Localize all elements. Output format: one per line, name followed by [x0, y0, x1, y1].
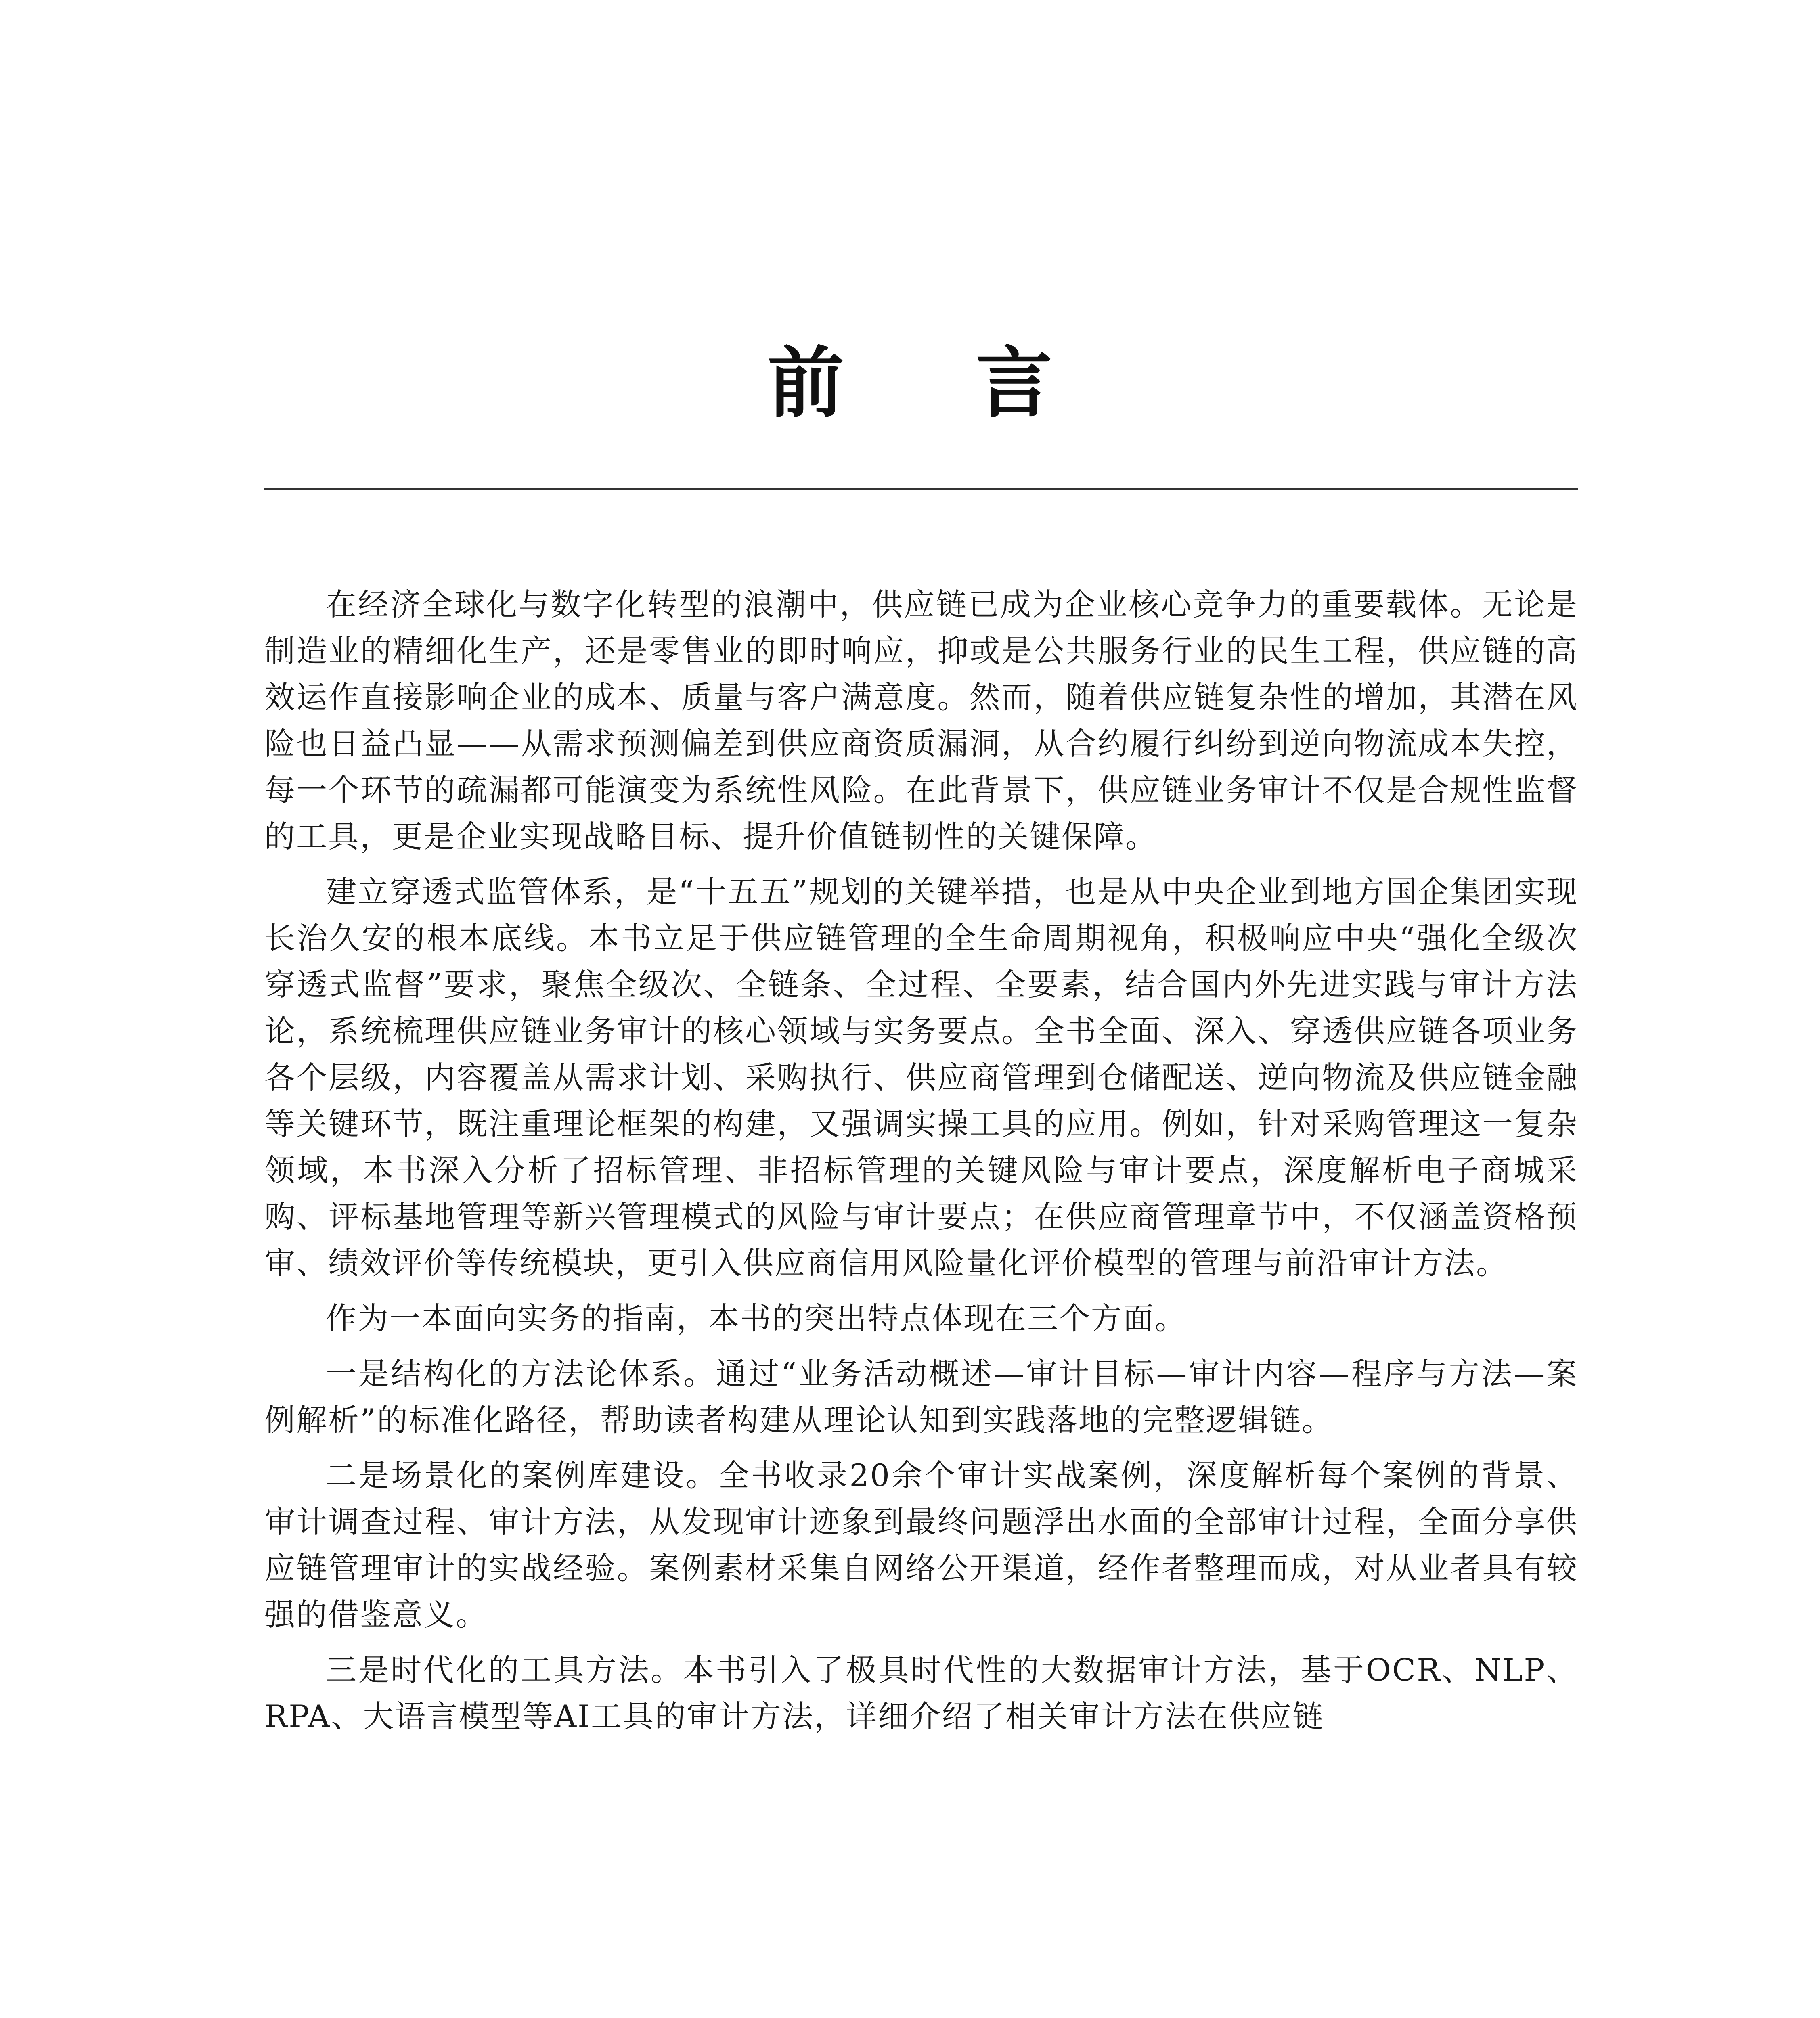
- paragraph-2: 建立穿透式监管体系，是“十五五”规划的关键举措，也是从中央企业到地方国企集团实现长治久安的根本底线。本书立足于供应链管理的全生命周期视角，积极响应中央“强化全级次穿透式监督”要求，聚焦全级次、全链条、全过程、全要素，结合国内外先进实践与审计方法论，系统梳理供应链业务审计的核心领域与实务要点。全书全面、深入、穿透供应链各项业务各个层级，内容覆盖从需求计划、采购执行、供应商管理到仓储配送、逆向物流及供应链金融等关键环节，既注重理论框架的构建，又强调实操工具的应用。例如，针对采购管理这一复杂领域，本书深入分析了招标管理、非招标管理的关键风险与审计要点，深度解析电子商城采购、评标基地管理等新兴管理模式的风险与审计要点；在供应商管理章节中，不仅涵盖资格预审、绩效评价等传统模块，更引入供应商信用风险量化评价模型的管理与前沿审计方法。: [264, 874, 1578, 1281]
- paragraph-5: 二是场景化的案例库建设。全书收录20余个审计实战案例，深度解析每个案例的背景、审计调查过程、审计方法，从发现审计迹象到最终问题浮出水面的全部审计过程，全面分享供应链管理审计的实战经验。案例素材采集自网络公开渠道，经作者整理而成，对从业者具有较强的借鉴意义。: [264, 1457, 1578, 1633]
- preface-body: [264, 581, 1578, 1748]
- paragraph-1: 在经济全球化与数字化转型的浪潮中，供应链已成为企业核心竞争力的重要载体。无论是制造业的精细化生产，还是零售业的即时响应，抑或是公共服务行业的民生工程，供应链的高效运作直接影响企业的成本、质量与客户满意度。然而，随着供应链复杂性的增加，其潜在风险也日益凸显——从需求预测偏差到供应商资质漏洞，从合约履行纠纷到逆向物流成本失控，每一个环节的疏漏都可能演变为系统性风险。在此背景下，供应链业务审计不仅是合规性监督的工具，更是企业实现战略目标、提升价值链韧性的关键保障。: [264, 586, 1578, 854]
- paragraph-4: 一是结构化的方法论体系。通过“业务活动概述—审计目标—审计内容—程序与方法—案例解析”的标准化路径，帮助读者构建从理论认知到实践落地的完整逻辑链。: [264, 1356, 1578, 1438]
- paragraph-3: 作为一本面向实务的指南，本书的突出特点体现在三个方面。: [326, 1300, 1187, 1336]
- page-title: 前 言: [767, 339, 1105, 428]
- title-divider: [264, 488, 1578, 490]
- paragraph-6: 三是时代化的工具方法。本书引入了极具时代性的大数据审计方法，基于OCR、NLP、RPA、大语言模型等AI工具的审计方法，详细介绍了相关审计方法在供应链: [264, 1652, 1578, 1734]
